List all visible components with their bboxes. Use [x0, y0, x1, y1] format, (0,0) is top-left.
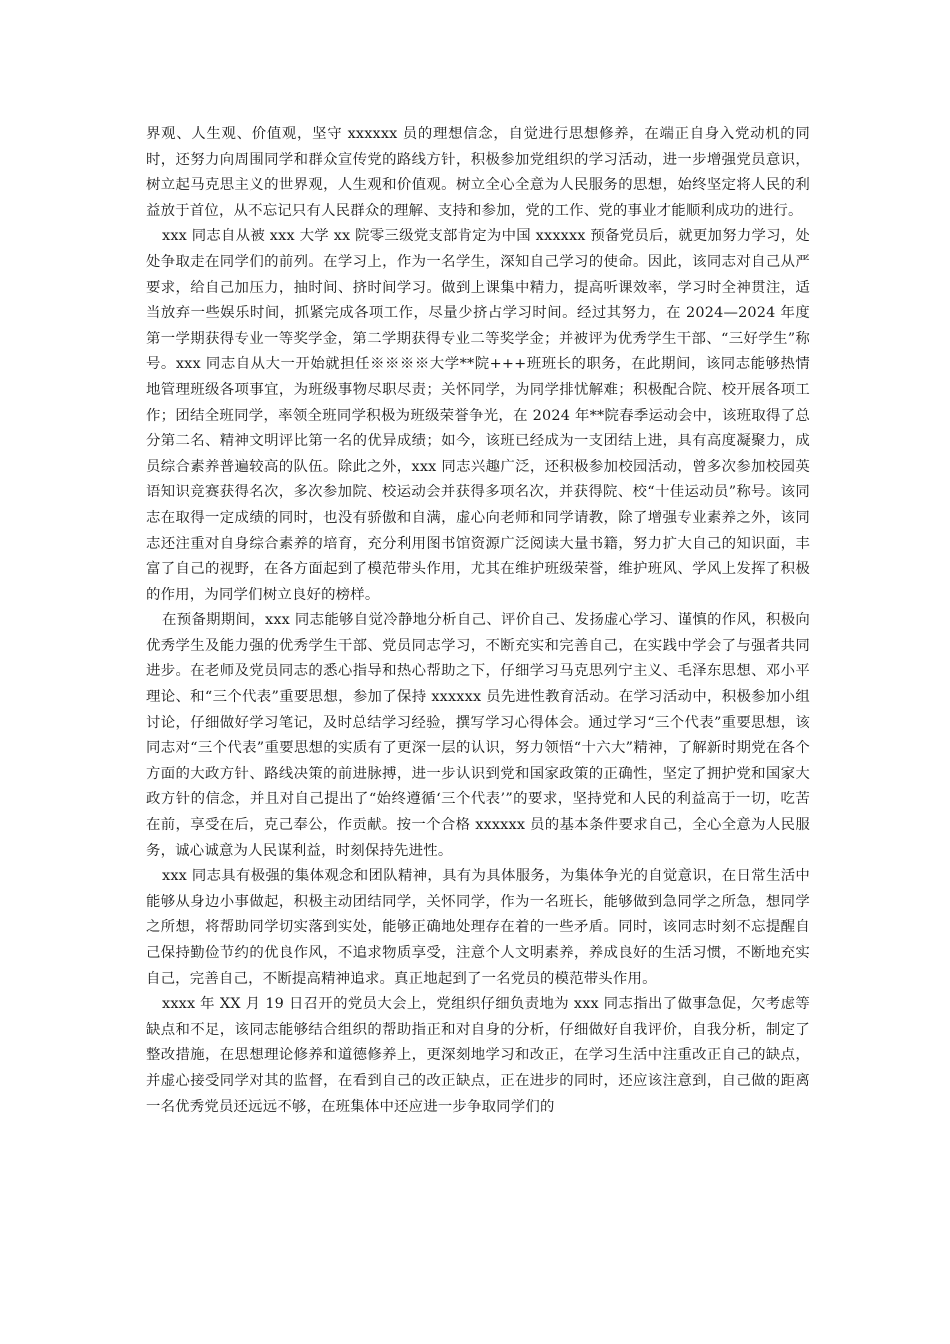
document-body	[146, 122, 810, 1120]
paragraph-2: xxx 同志自从被 xxx 大学 xx 院零三级党支部肯定为中国 xxxxxx 预备党员后，就更加努力学习，处处争取走在同学们的前列。在学习上，作为一名学生，深知自己学习的使命。因此，该同志对自己从严要求，给自己加压力，抽时间、挤时间学习。做到上课集中精力，提高听课效率，学习时全神贯注，适当放弃一些娱乐时间，抓紧完成各项工作，尽量少挤占学习时间。经过其努力，在 2024—2024 年度第一学期获得专业一等奖学金，第二学期获得专业二等奖学金；并被评为优秀学生干部、“三好学生”称号。xxx 同志自从大一开始就担任※※※※大学**院+++班班长的职务，在此期间，该同志能够热情地管理班级各项事宜，为班级事物尽职尽责；关怀同学，为同学排忧解难；积极配合院、校开展各项工作；团结全班同学，率领全班同学积极为班级荣誉争光，在 2024 年**院春季运动会中，该班取得了总分第二名、精神文明评比第一名的优异成绩；如今，该班已经成为一支团结上进，具有高度凝聚力，成员综合素养普遍较高的队伍。除此之外，xxx 同志兴趣广泛，还积极参加校园活动，曾多次参加校园英语知识竞赛获得名次，多次参加院、校运动会并获得多项名次，并获得院、校“十佳运动员”称号。该同志在取得一定成绩的同时，也没有骄傲和自满，虚心向老师和同学请教，除了增强专业素养之外，该同志还注重对自身综合素养的培育，充分利用图书馆资源广泛阅读大量书籍，努力扩大自己的知识面，丰富了自己的视野，在各方面起到了模范带头作用，尤其在维护班级荣誉，维护班风、学风上发挥了积极的作用，为同学们树立良好的榜样。	[146, 228, 810, 603]
paragraph-4: xxx 同志具有极强的集体观念和团队精神，具有为具体服务，为集体争光的自觉意识，在日常生活中能够从身边小事做起，积极主动团结同学，关怀同学，作为一名班长，能够做到急同学之所急，想同学之所想，将帮助同学切实落到实处，能够正确地处理存在着的一些矛盾。同时，该同志时刻不忘提醒自己保持勤俭节约的优良作风，不追求物质享受，注意个人文明素养，养成良好的生活习惯，不断地充实自己，完善自己，不断提高精神追求。真正地起到了一名党员的模范带头作用。	[146, 868, 810, 987]
paragraph-1: 界观、人生观、价值观，坚守 xxxxxx 员的理想信念，自觉进行思想修养，在端正自身入党动机的同时，还努力向周围同学和群众宣传党的路线方针，积极参加党组织的学习活动，进一步增强党员意识，树立起马克思主义的世界观，人生观和价值观。树立全心全意为人民服务的思想，始终坚定将人民的利益放于首位，从不忘记只有人民群众的理解、支持和参加，党的工作、党的事业才能顺利成功的进行。	[146, 126, 810, 219]
paragraph-5: xxxx 年 XX 月 19 日召开的党员大会上，党组织仔细负责地为 xxx 同志指出了做事急促，欠考虑等缺点和不足，该同志能够结合组织的帮助指正和对自身的分析，仔细做好自我评价，自我分析，制定了整改措施，在思想理论修养和道德修养上，更深刻地学习和改正，在学习生活中注重改正自己的缺点，并虚心接受同学对其的监督，在看到自己的改正缺点，正在进步的同时，还应该注意到，自己做的距离一名优秀党员还远远不够，在班集体中还应进一步争取同学们的	[146, 996, 810, 1115]
paragraph-3: 在预备期期间，xxx 同志能够自觉冷静地分析自己、评价自己、发扬虚心学习、谨慎的作风，积极向优秀学生及能力强的优秀学生干部、党员同志学习，不断充实和完善自己，在实践中学会了与强者共同进步。在老师及党员同志的悉心指导和热心帮助之下，仔细学习马克思列宁主义、毛泽东思想、邓小平理论、和“三个代表”重要思想，参加了保持 xxxxxx 员先进性教育活动。在学习活动中，积极参加小组讨论，仔细做好学习笔记，及时总结学习经验，撰写学习心得体会。通过学习“三个代表”重要思想，该同志对“三个代表”重要思想的实质有了更深一层的认识，努力领悟“十六大”精神，了解新时期党在各个方面的大政方针、路线决策的前进脉搏，进一步认识到党和国家政策的正确性，坚定了拥护党和国家大政方针的信念，并且对自己提出了“始终遵循‘三个代表’”的要求，坚持党和人民的利益高于一切，吃苦在前，享受在后，克己奉公，作贡献。按一个合格 xxxxxx 员的基本条件要求自己，全心全意为人民服务，诚心诚意为人民谋利益，时刻保持先进性。	[146, 612, 810, 859]
